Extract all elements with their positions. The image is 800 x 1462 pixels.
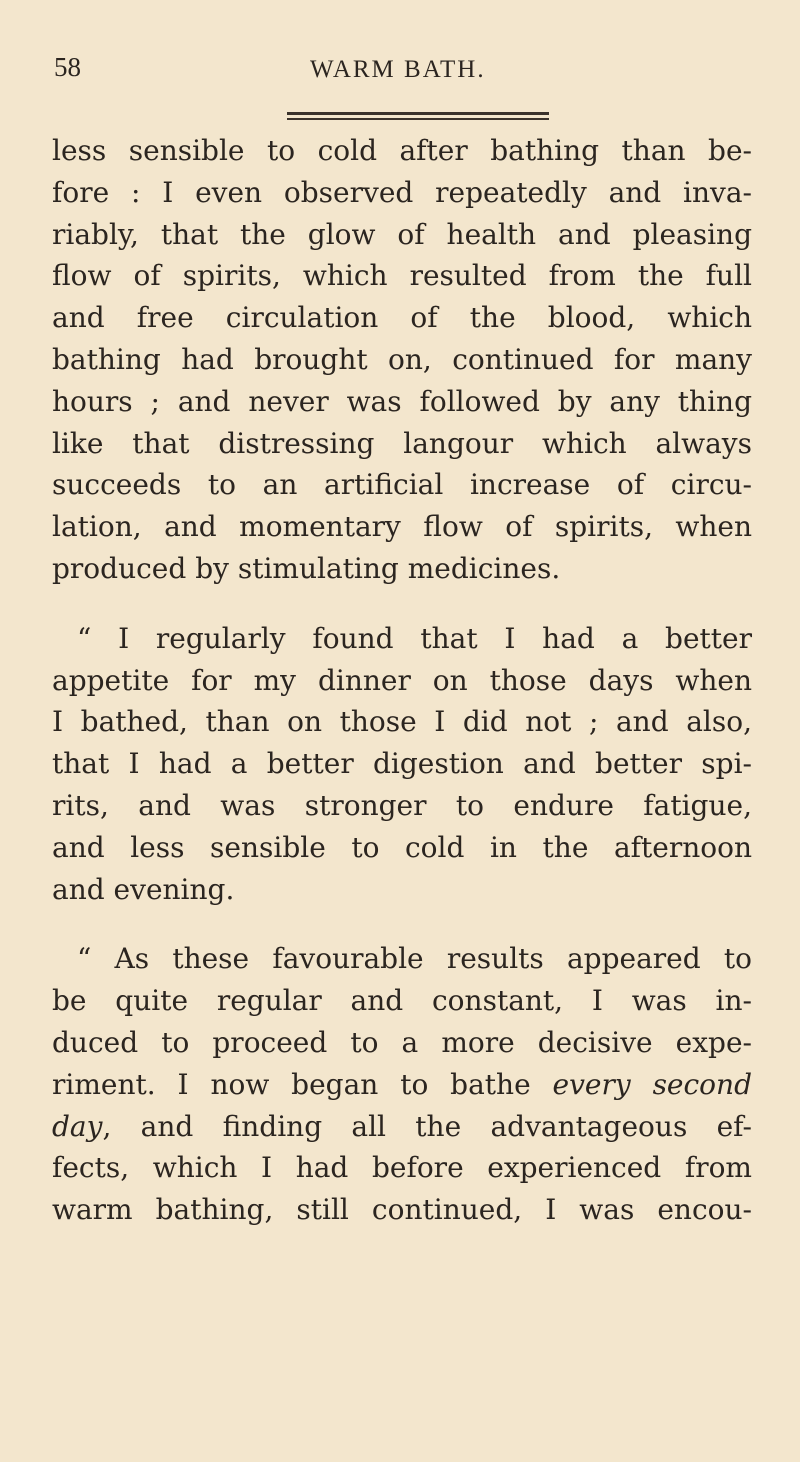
text-line: fore : I even observed repeatedly and inva-	[52, 175, 752, 209]
text-line: I bathed, than on those I did not ; and also,	[52, 705, 752, 739]
text-line: and free circulation of the blood, which	[52, 301, 752, 335]
text-line: flow of spirits, which resulted from the full	[52, 259, 752, 293]
text-line: warm bathing, still continued, I was encou-	[52, 1193, 752, 1227]
page-number: 58	[54, 52, 81, 82]
text-segment: riment. I now began to bathe	[52, 1067, 531, 1101]
text-line: lation, and momentary flow of spirits, when	[52, 510, 752, 544]
paragraph-2	[52, 618, 752, 911]
text-line: succeeds to an artificial increase of circu-	[52, 468, 752, 502]
text-segment: , and finding all the advantageous ef-	[102, 1109, 752, 1143]
italic-phrase: day	[52, 1109, 103, 1143]
body-text	[52, 130, 752, 1231]
text-line: be quite regular and constant, I was in-	[52, 984, 752, 1018]
page-header	[0, 52, 800, 92]
text-line: and less sensible to cold in the afternoon	[52, 830, 752, 864]
text-line: fects, which I had before experienced from	[52, 1151, 752, 1185]
text-line: riably, that the glow of health and pleasing	[52, 217, 752, 251]
text-line: that I had a better digestion and better spi-	[52, 747, 752, 781]
text-line: hours ; and never was followed by any thing	[52, 384, 752, 418]
text-line	[52, 1106, 752, 1148]
text-line: produced by stimulating medicines.	[52, 551, 561, 585]
italic-phrase: every second	[552, 1067, 753, 1101]
header-rule-lower	[287, 118, 549, 120]
text-line: rits, and was stronger to endure fatigue,	[52, 788, 752, 822]
text-line: and evening.	[52, 872, 235, 906]
text-line	[52, 1064, 752, 1106]
text-line: appetite for my dinner on those days when	[52, 663, 752, 697]
text-line: less sensible to cold after bathing than be-	[52, 134, 752, 167]
paragraph-1	[52, 130, 752, 590]
text-line: bathing had brought on, continued for many	[52, 342, 752, 376]
text-line: “ I regularly found that I had a better	[77, 621, 752, 655]
text-line: like that distressing langour which always	[52, 426, 752, 460]
header-rule	[287, 112, 549, 115]
running-head: WARM BATH.	[310, 56, 486, 83]
text-line: duced to proceed to a more decisive expe-	[52, 1025, 752, 1059]
text-line: “ As these favourable results appeared to	[77, 942, 752, 976]
paragraph-3	[52, 938, 752, 1231]
